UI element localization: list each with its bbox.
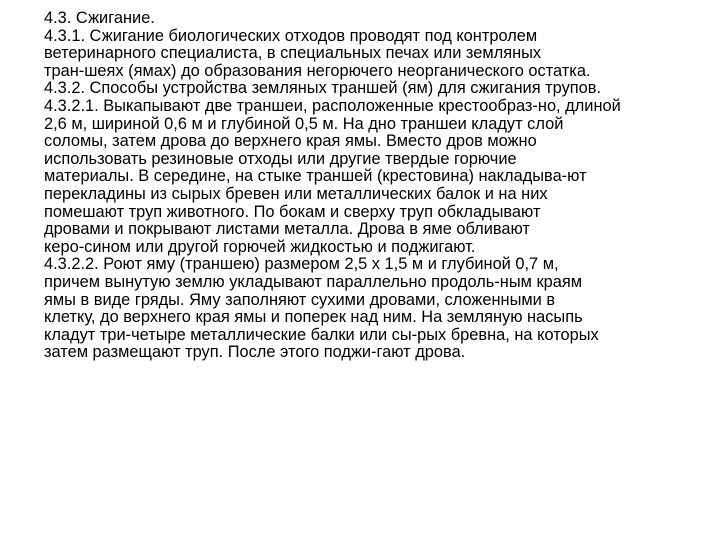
text-line: керо-сином или другой горючей жидкостью и поджигают. [44, 237, 476, 256]
text-line: соломы, затем дрова до верхнего края ямы. Вместо дров можно [44, 132, 537, 151]
text-line: 4.3.2.1. Выкапывают две траншеи, расположенные крестообраз-но, длиной [44, 96, 621, 115]
document-body [44, 10, 694, 362]
text-line: ямы в виде гряды. Яму заполняют сухими дровами, сложенными в [44, 290, 556, 309]
text-line: 4.3.1. Сжигание биологических отходов проводят под контролем [44, 26, 538, 45]
text-line: использовать резиновые отходы или другие твердые горючие [44, 149, 517, 168]
text-line: дровами и покрывают листами металла. Дрова в яме обливают [44, 220, 530, 239]
text-line: 2,6 м, шириной 0,6 м и глубиной 0,5 м. На дно траншеи кладут слой [44, 114, 564, 133]
text-line: помешают труп животного. По бокам и сверху труп обкладывают [44, 202, 541, 221]
text-line: клетку, до верхнего края ямы и поперек над ним. На земляную насыпь [44, 308, 583, 327]
text-line: кладут три-четыре металлические балки или сы-рых бревна, на которых [44, 325, 599, 344]
paragraph-4-3-1 [44, 28, 694, 81]
text-line: 4.3.2. Способы устройства земляных траншей (ям) для сжигания трупов. [44, 79, 602, 98]
text-line: причем вынутую землю укладывают параллельно продоль-ным краям [44, 272, 583, 291]
text-line: материалы. В середине, на стыке траншей (крестовина) накладыва-ют [44, 167, 587, 186]
text-line: затем размещают труп. После этого поджи-гают дрова. [44, 343, 466, 362]
text-line: 4.3.2.2. Роют яму (траншею) размером 2,5 х 1,5 м и глубиной 0,7 м, [44, 255, 559, 274]
text-line: 4.3. Сжигание. [44, 9, 155, 27]
text-line: тран-шеях (ямах) до образования негорючего неорганического остатка. [44, 61, 591, 80]
paragraph-4-3-2 [44, 80, 694, 98]
paragraph-4-3-2-2 [44, 256, 694, 362]
paragraph-heading [44, 10, 694, 28]
paragraph-4-3-2-1 [44, 98, 694, 256]
text-line: перекладины из сырых бревен или металлических балок и на них [44, 184, 548, 203]
text-line: ветеринарного специалиста, в специальных печах или земляных [44, 44, 542, 63]
